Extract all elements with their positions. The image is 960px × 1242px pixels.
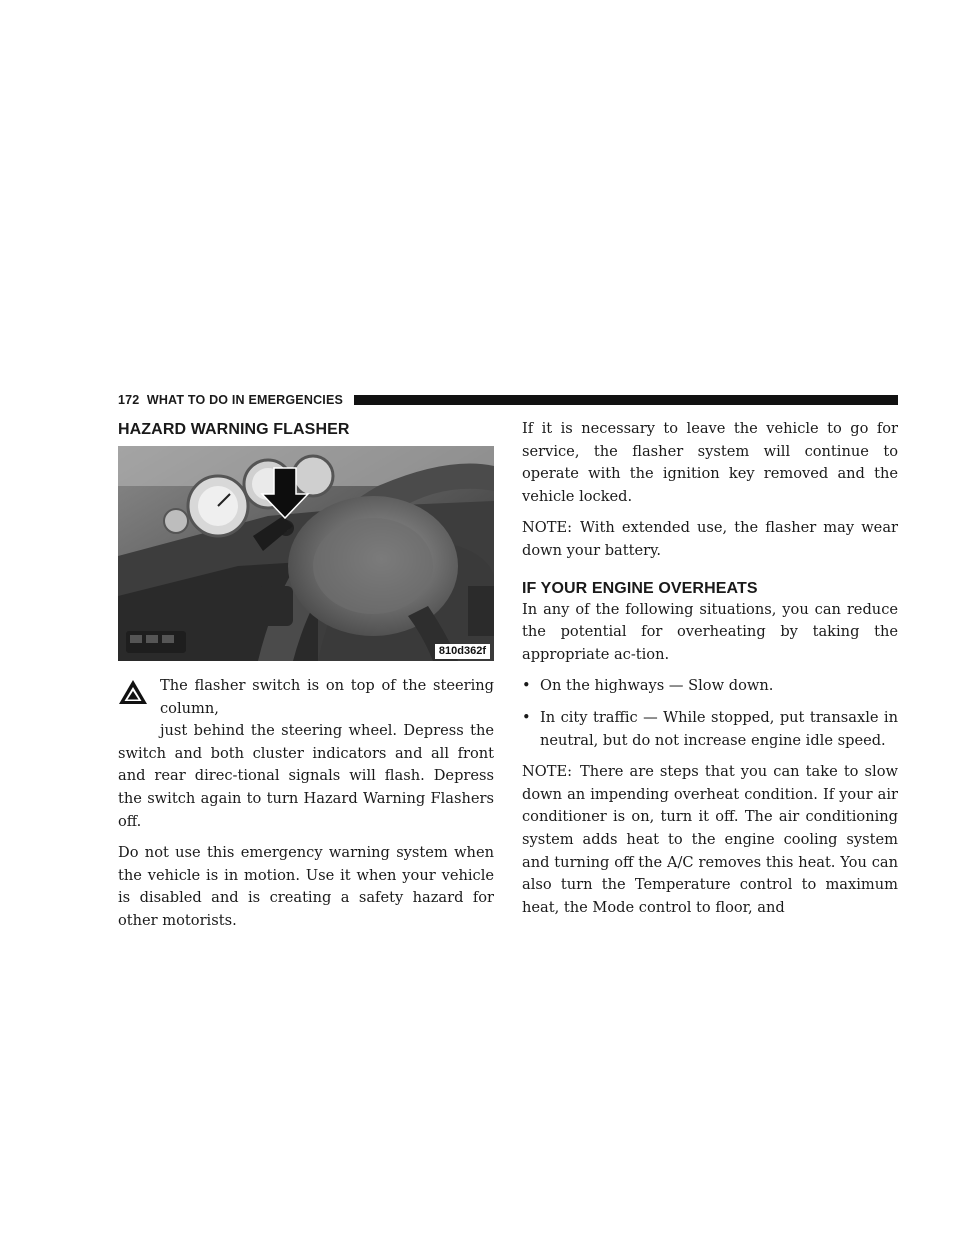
page-header	[118, 392, 898, 408]
hazard-description	[118, 675, 494, 833]
hazard-warning-icon	[118, 679, 148, 705]
list-item	[522, 707, 898, 752]
overheat-heading: IF YOUR ENGINE OVERHEATS	[522, 579, 758, 597]
hazard-text-line1: The flasher switch is on top of the steering column,	[160, 677, 494, 717]
bullet-text: In city traffic — While stopped, put transaxle in neutral, but do not increase engine idle speed.	[540, 708, 898, 749]
list-item	[522, 675, 898, 698]
left-column	[118, 420, 494, 933]
bullet-text: On the highways — Slow down.	[540, 677, 774, 695]
dashboard-photo	[118, 446, 494, 661]
hazard-heading: HAZARD WARNING FLASHER	[118, 421, 350, 438]
bullet-icon: •	[522, 708, 531, 726]
flasher-service-text: If it is necessary to leave the vehicle to go for service, the flasher system will continue to operate with the ignition key removed and the vehicle locked.	[522, 420, 898, 505]
section-title: WHAT TO DO IN EMERGENCIES	[146, 393, 344, 407]
hazard-text-rest: just behind the steering wheel. Depress the switch and both cluster indicators and all front and rear direc-tional signals will flash. Depress the switch again to turn Hazard Warning Flashers off.	[118, 722, 494, 830]
header-rule	[354, 395, 898, 405]
image-code: 810d362f	[435, 644, 490, 659]
battery-note	[522, 517, 898, 562]
overheat-note	[522, 761, 898, 919]
bullet-icon: •	[522, 677, 531, 695]
dashboard-illustration	[118, 446, 494, 661]
page-header-text	[118, 392, 343, 408]
note-label: NOTE:	[522, 519, 573, 537]
battery-note-text: With extended use, the flasher may wear down your battery.	[522, 519, 898, 559]
page-number: 172	[118, 393, 140, 407]
hazard-usage-text: Do not use this emergency warning system when the vehicle is in motion. Use it when your vehicle is disabled and is creating a safety hazard for other motorists.	[118, 844, 494, 929]
note-label: NOTE:	[522, 763, 573, 781]
overheat-note-text: There are steps that you can take to slow down an impending overheat condition. If your air conditioner is on, turn it off. The air conditioning system adds heat to the engine cooling system and turning off the A/C removes this heat. You can also turn the Temperature control to maximum heat, the Mode control to floor, and	[522, 763, 898, 916]
right-column	[522, 420, 898, 919]
overheat-intro: In any of the following situations, you can reduce the potential for overheating by taking the appropriate ac-tion.	[522, 600, 898, 663]
